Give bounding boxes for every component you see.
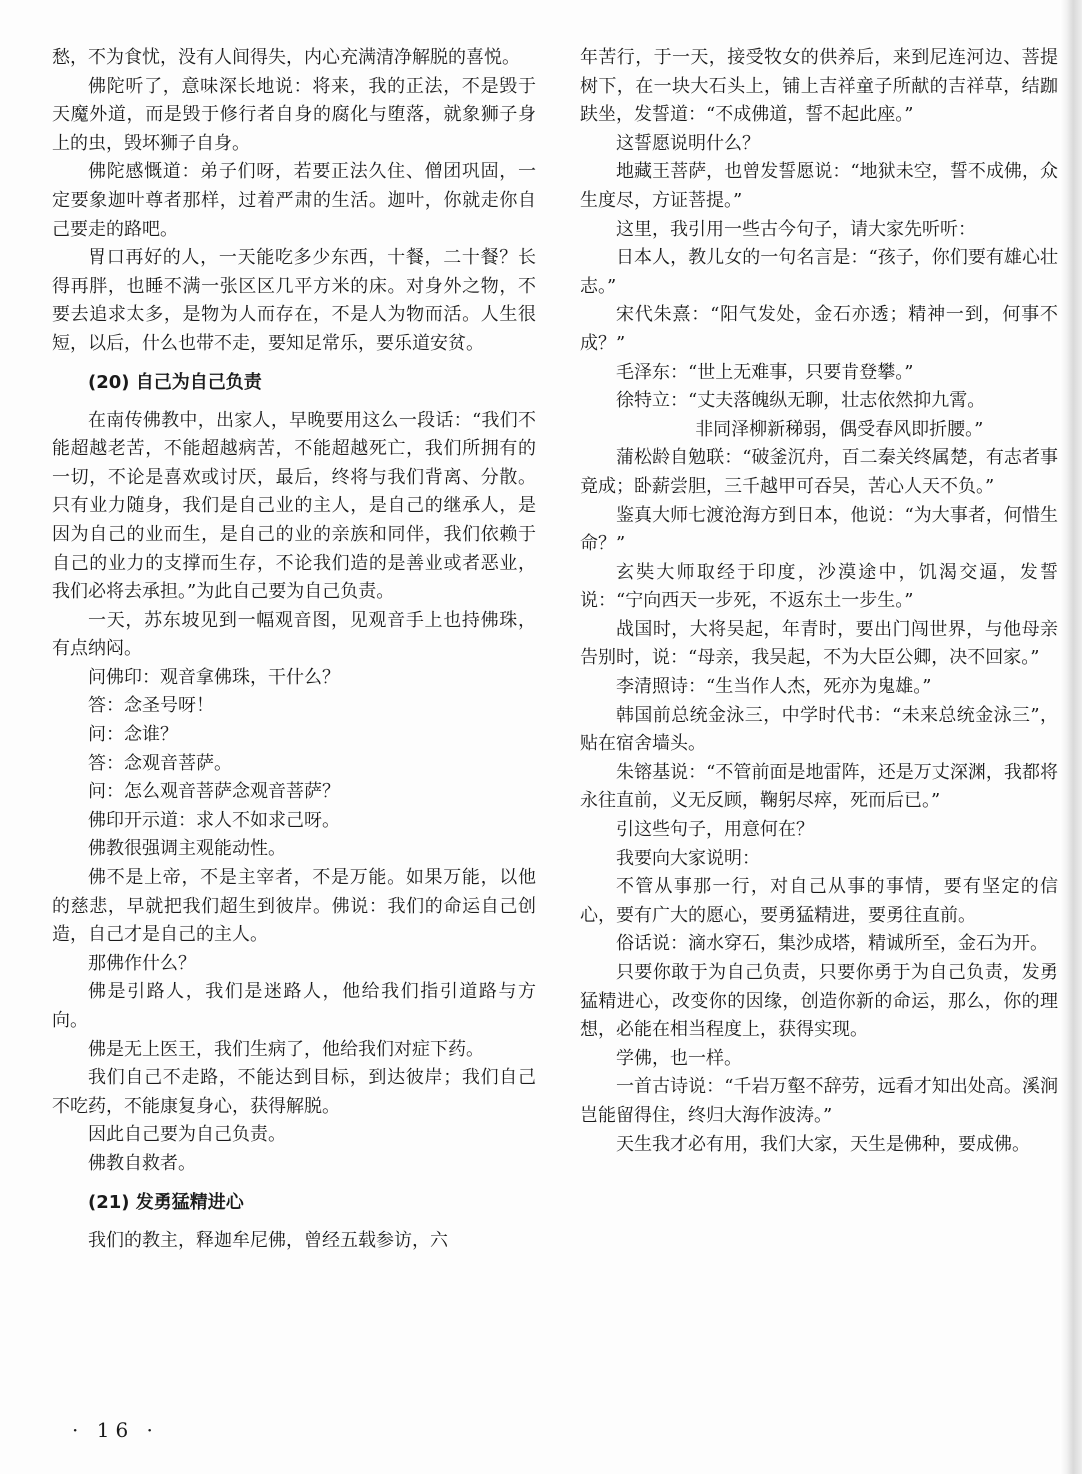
paragraph: 在南传佛教中，出家人，早晚要用这么一段话：“我们不能超越老苦，不能超越病苦，不能超越死亡，我们所拥有的一切，不论是喜欢或讨厌，最后，终将与我们背离、分散。只有业力随身，我们是自己业的主人，是自己的继承人，是因为自己的业而生，是自己的业的亲族和同伴，我们依赖于自己的业力的支撑而生存，不论我们造的是善业或者恶业，我们必将去承担。”为此自己要为自己负责。	[52, 409, 536, 603]
paragraph: 佛不是上帝，不是主宰者，不是万能。如果万能，以他的慈悲，早就把我们超生到彼岸。佛说：我们的命运自己创造，自己才是自己的主人。	[52, 867, 536, 946]
right-column	[580, 44, 1058, 1159]
dialogue-line: 问：念谁？	[88, 724, 178, 746]
left-column	[52, 44, 536, 1255]
paragraph: 只要你敢于为自己负责，只要你勇于为自己负责，发勇猛精进心，改变你的因缘，创造你新的命运，那么，你的理想，必能在相当程度上，获得实现。	[580, 962, 1058, 1041]
paragraph: 佛陀听了，意味深长地说：将来，我的正法，不是毁于天魔外道，而是毁于修行者自身的腐化与堕落，就象狮子身上的虫，毁坏狮子自身。	[52, 75, 536, 154]
dialogue-line: 问：怎么观音菩萨念观音菩萨？	[88, 781, 340, 803]
quote-paragraph: 李清照诗：“生当作人杰，死亦为鬼雄。”	[616, 676, 932, 698]
paragraph: 一天，苏东坡见到一幅观音图，见观音手上也持佛珠，有点纳闷。	[52, 609, 536, 660]
quote-paragraph: 韩国前总统金泳三，中学时代书：“未来总统金泳三”，贴在宿舍墙头。	[580, 704, 1058, 755]
paragraph: 天生我才必有用，我们大家，天生是佛种，要成佛。	[616, 1133, 1030, 1155]
paragraph: 佛陀感慨道：弟子们呀，若要正法久住、僧团巩固，一定要象迦叶尊者那样，过着严肃的生活。迦叶，你就走你自己要走的路吧。	[52, 161, 536, 240]
quote-paragraph: 鉴真大师七渡沧海方到日本，他说：“为大事者，何惜生命？”	[580, 504, 1058, 555]
paragraph: 这里，我引用一些古今句子，请大家先听听：	[616, 218, 976, 240]
paragraph: 我要向大家说明：	[616, 847, 760, 869]
page-edge-shadow	[1060, 0, 1082, 1474]
quote-paragraph: 蒲松龄自勉联：“破釜沉舟，百二秦关终属楚，有志者事竟成；卧薪尝胆，三千越甲可吞吴，苦心人天不负。”	[580, 447, 1058, 497]
paragraph: 一首古诗说：“千岩万壑不辞劳，远看才知出处高。溪涧岂能留得住，终归大海作波涛。”	[580, 1076, 1058, 1126]
paragraph: 我们自己不走路，不能达到目标，到达彼岸；我们自己不吃药，不能康复身心，获得解脱。	[52, 1067, 536, 1117]
poem-line: 非同泽柳新稊弱，偶受春风即折腰。”	[695, 418, 984, 440]
paragraph: 佛是无上医王，我们生病了，他给我们对症下药。	[88, 1038, 484, 1060]
paragraph: 不管从事那一行，对自己从事的事情，要有坚定的信心，要有广大的愿心，要勇猛精进，要勇往直前。	[580, 876, 1058, 926]
quote-paragraph: 宋代朱熹：“阳气发处，金石亦透；精神一到，何事不成？”	[580, 304, 1058, 354]
quote-paragraph: 徐特立：“丈夫落魄纵无聊，壮志依然抑九霄。	[616, 390, 986, 412]
quote-paragraph: 毛泽东：“世上无难事，只要肯登攀。”	[616, 361, 914, 383]
paragraph: 俗话说：滴水穿石，集沙成塔，精诚所至，金石为开。	[616, 933, 1048, 955]
dialogue-line: 答：念观音菩萨。	[88, 752, 232, 774]
paragraph: 佛教很强调主观能动性。	[88, 838, 286, 860]
quote-paragraph: 朱镕基说：“不管前面是地雷阵，还是万丈深渊，我都将永往直前，义无反顾，鞠躬尽瘁，死而后已。”	[580, 761, 1058, 812]
section-heading-21: (21) 发勇猛精进心	[88, 1191, 244, 1213]
paragraph: 地藏王菩萨，也曾发誓愿说：“地狱未空，誓不成佛，众生度尽，方证菩提。”	[580, 161, 1058, 211]
paragraph: 胃口再好的人，一天能吃多少东西，十餐，二十餐？长得再胖，也睡不满一张区区几平方米的床。对身外之物，不要去追求太多，是物为人而存在，不是人为物而活。人生很短，以后，什么也带不走，要知足常乐，要乐道安贫。	[52, 247, 536, 354]
paragraph: 引这些句子，用意何在？	[616, 819, 814, 841]
dialogue-line: 问佛印：观音拿佛珠，干什么？	[88, 666, 340, 688]
paragraph: 因此自己要为自己负责。	[88, 1124, 286, 1146]
paragraph: 佛教自救者。	[88, 1152, 196, 1174]
section-heading-20: (20) 自己为自己负责	[88, 371, 262, 393]
dialogue-line: 佛印开示道：求人不如求己呀。	[88, 809, 340, 831]
paragraph: 学佛，也一样。	[616, 1047, 742, 1069]
paragraph: 这誓愿说明什么？	[616, 132, 760, 154]
quote-paragraph: 玄奘大师取经于印度，沙漠途中，饥渴交逼，发誓说：“宁向西天一步死，不返东土一步生。”	[580, 561, 1058, 612]
quote-paragraph: 日本人，教儿女的一句名言是：“孩子，你们要有雄心壮志。”	[580, 247, 1058, 297]
paragraph: 年苦行，于一天，接受牧女的供养后，来到尼连河边、菩提树下，在一块大石头上，铺上吉祥童子所献的吉祥草，结跏趺坐，发誓道：“不成佛道，誓不起此座。”	[580, 47, 1058, 126]
paragraph: 佛是引路人，我们是迷路人，他给我们指引道路与方向。	[52, 981, 536, 1031]
dialogue-line: 答：念圣号呀！	[88, 695, 214, 717]
paragraph: 愁，不为食忧，没有人间得失，内心充满清净解脱的喜悦。	[52, 47, 520, 68]
paragraph: 我们的教主，释迦牟尼佛，曾经五载参访，六	[88, 1229, 448, 1251]
paragraph: 那佛作什么？	[88, 952, 196, 974]
page-number: · 16 ·	[72, 1418, 159, 1442]
quote-paragraph: 战国时，大将吴起，年青时，要出门闯世界，与他母亲告别时，说：“母亲，我吴起，不为大臣公卿，决不回家。”	[580, 618, 1058, 669]
